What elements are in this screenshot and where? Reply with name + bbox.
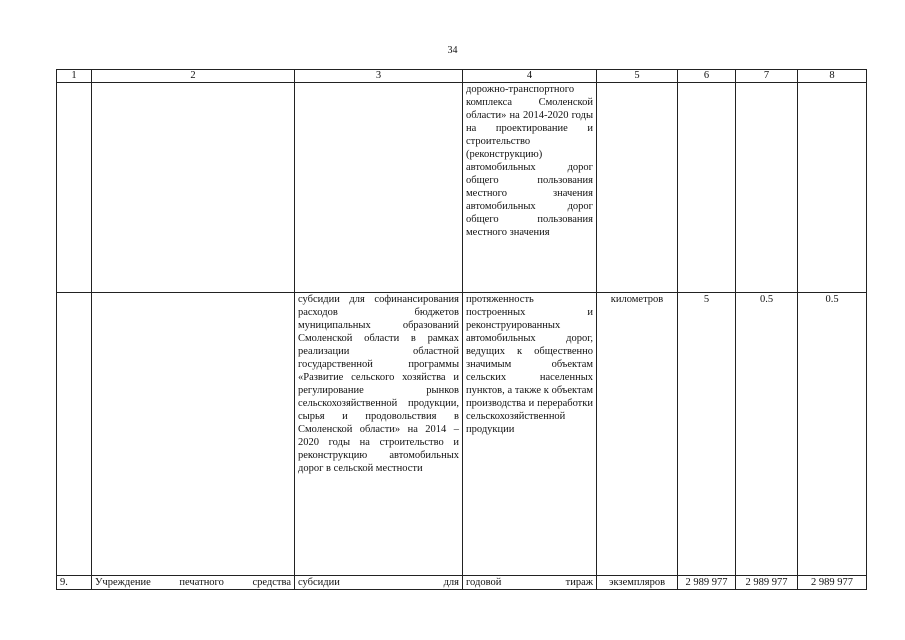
table-row — [57, 83, 867, 293]
document-table — [56, 69, 867, 590]
table-cell — [736, 83, 798, 293]
subsidy-cell: субсидии для — [295, 576, 463, 590]
header-cell: 4 — [463, 70, 597, 83]
table-cell — [92, 293, 295, 576]
table-cell — [57, 83, 92, 293]
header-cell: 8 — [798, 70, 867, 83]
page-number: 34 — [447, 45, 458, 56]
recipient-cell: Учреждение печатного средства — [92, 576, 295, 590]
header-cell: 2 — [92, 70, 295, 83]
row-number-cell: 9. — [57, 576, 92, 590]
indicator-cell: годовой тираж — [463, 576, 597, 590]
table-cell — [92, 83, 295, 293]
table-cell — [678, 83, 736, 293]
value-cell: 2 989 977 — [678, 576, 736, 590]
indicator-cell: дорожно-транспортного комплекса Смоленской области» на 2014-2020 годы на проектирование и строительство (реконструкцию) автомобильных дорог общего пользования местного значения автомобильных дорог общего пользования местного значения — [463, 83, 597, 293]
value-cell: 0.5 — [736, 293, 798, 576]
header-cell: 1 — [57, 70, 92, 83]
table-row — [57, 293, 867, 576]
header-cell: 6 — [678, 70, 736, 83]
subsidy-cell: субсидии для софинансирования расходов бюджетов муниципальных образований Смоленской области в рамках реализации областной государственной программы «Развитие сельского хозяйства и регулирование рынков сельскохозяйственной продукции, сырья и продовольствия в Смоленской области» на 2014 – 2020 годы на строительство и реконструкцию автомобильных дорог в сельской местности — [295, 293, 463, 576]
table-cell — [57, 293, 92, 576]
header-cell: 5 — [597, 70, 678, 83]
table-cell — [798, 83, 867, 293]
header-cell: 7 — [736, 70, 798, 83]
value-cell: 5 — [678, 293, 736, 576]
value-cell: 0.5 — [798, 293, 867, 576]
value-cell: 2 989 977 — [798, 576, 867, 590]
table-row — [57, 576, 867, 590]
value-cell: 2 989 977 — [736, 576, 798, 590]
unit-cell: километров — [597, 293, 678, 576]
indicator-cell: протяженность построенных и реконструированных автомобильных дорог, ведущих к общественно значимым объектам сельских населенных пунктов, а также к объектам производства и переработки сельскохозяйственной продукции — [463, 293, 597, 576]
table-header-row — [57, 70, 867, 83]
header-cell: 3 — [295, 70, 463, 83]
unit-cell: экземпляров — [597, 576, 678, 590]
table-cell — [597, 83, 678, 293]
table-cell — [295, 83, 463, 293]
